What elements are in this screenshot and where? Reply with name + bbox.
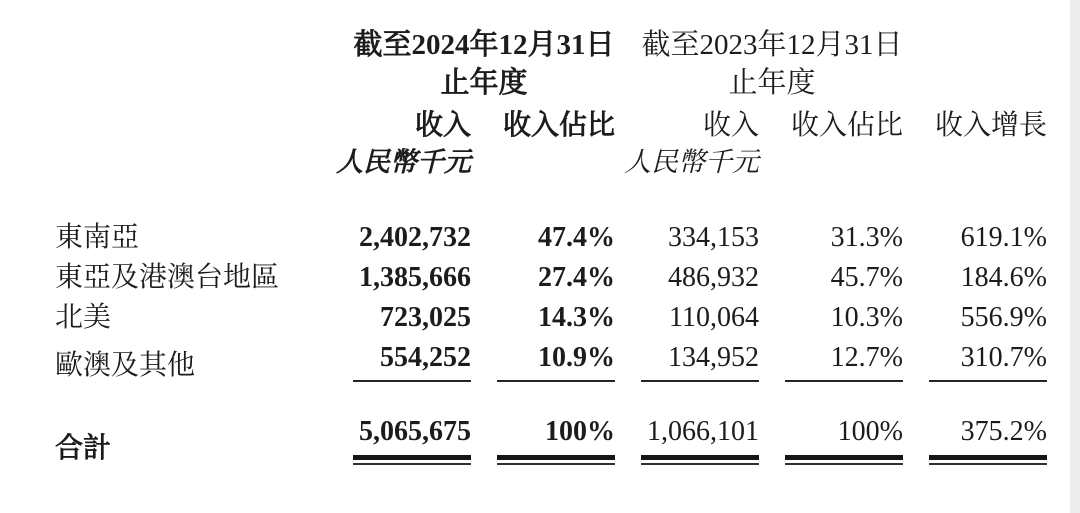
rev-2024-cell: 2,402,732 (359, 221, 471, 253)
growth-cell: 556.9% (960, 301, 1047, 333)
table-row-europe-australia-others (55, 334, 1047, 382)
total-rev-2024: 5,065,675 (359, 416, 471, 447)
total-rev-2024-cell (353, 416, 471, 465)
total-label: 合計 (55, 433, 112, 464)
column-header-row (55, 100, 1047, 142)
currency-note-2023: 人民幣千元 (624, 146, 759, 177)
growth-cell: 184.6% (960, 261, 1047, 293)
rev-2023-cell: 110,064 (669, 301, 759, 333)
double-rule-thin (929, 463, 1047, 465)
double-rule-thick (785, 455, 903, 460)
double-rule-thick (497, 455, 615, 460)
period-2023-subheader: 止年度 (728, 66, 816, 99)
currency-note-2024: 人民幣千元 (336, 146, 471, 177)
row-label: 東南亞 (55, 221, 140, 253)
empty-cell (929, 142, 1047, 178)
row-label: 北美 (55, 301, 112, 333)
revenue-by-region-table (29, 0, 1073, 465)
share-2024-cell: 10.9% (497, 334, 615, 382)
rev-2023-cell: 334,153 (668, 221, 759, 253)
total-share-2024-cell (497, 416, 615, 465)
rev-2024-cell: 554,252 (353, 334, 471, 382)
col-header-share-2024: 收入佔比 (502, 109, 615, 141)
total-share-2023: 100% (837, 416, 903, 447)
row-label: 歐澳及其他 (55, 349, 196, 381)
rev-2024-cell: 1,385,666 (359, 261, 471, 293)
empty-cell (929, 0, 1047, 62)
double-rule-thin (641, 463, 759, 465)
period-2023-header: 截至2023年12月31日 (641, 28, 903, 61)
total-growth-cell (929, 416, 1047, 465)
rev-2024-cell: 723,025 (380, 301, 471, 333)
period-subheader-row (55, 62, 1047, 100)
share-2024-cell: 27.4% (538, 261, 615, 293)
share-2023-cell: 10.3% (830, 301, 903, 333)
period-2024-subheader: 止年度 (440, 66, 528, 99)
share-2023-cell: 31.3% (830, 221, 903, 253)
double-rule-thick (353, 455, 471, 460)
total-share-2024: 100% (545, 416, 615, 447)
currency-note-2023-cell (624, 142, 759, 178)
double-rule-thin (785, 463, 903, 465)
double-rule-thick (929, 455, 1047, 460)
spacer-row (55, 178, 1047, 214)
empty-cell (55, 142, 327, 178)
table-row-southeast-asia (55, 214, 1047, 254)
empty-cell (929, 62, 1047, 100)
empty-cell (785, 142, 903, 178)
table-row-total (55, 416, 1047, 465)
total-share-2023-cell (785, 416, 903, 465)
double-rule-thin (353, 463, 471, 465)
total-growth: 375.2% (960, 416, 1047, 447)
total-rev-2023: 1,066,101 (647, 416, 759, 447)
share-2023-cell: 12.7% (785, 334, 903, 382)
double-rule-thin (497, 463, 615, 465)
table-row-north-america (55, 294, 1047, 334)
empty-cell (55, 62, 327, 100)
col-header-share-2023: 收入佔比 (790, 109, 903, 141)
empty-cell (55, 100, 327, 142)
col-header-revenue-2024: 收入 (414, 109, 471, 141)
double-rule-thick (641, 455, 759, 460)
page-edge (1070, 0, 1080, 513)
total-rev-2023-cell (641, 416, 759, 465)
growth-cell: 619.1% (960, 221, 1047, 253)
rev-2023-cell: 134,952 (641, 334, 759, 382)
currency-note-row (55, 142, 1047, 178)
col-header-revenue-2023: 收入 (702, 109, 759, 141)
row-label: 東亞及港澳台地區 (55, 261, 280, 293)
empty-cell (497, 142, 615, 178)
currency-note-2024-cell (336, 142, 471, 178)
share-2023-cell: 45.7% (830, 261, 903, 293)
col-header-growth: 收入增長 (934, 109, 1047, 141)
share-2024-cell: 47.4% (538, 221, 615, 253)
period-header-row (55, 0, 1047, 62)
growth-cell: 310.7% (929, 334, 1047, 382)
period-2024-header: 截至2024年12月31日 (353, 28, 615, 61)
spacer-row (55, 382, 1047, 416)
table-row-east-asia-hk-macau-taiwan (55, 254, 1047, 294)
share-2024-cell: 14.3% (538, 301, 615, 333)
empty-cell (55, 0, 327, 62)
rev-2023-cell: 486,932 (668, 261, 759, 293)
